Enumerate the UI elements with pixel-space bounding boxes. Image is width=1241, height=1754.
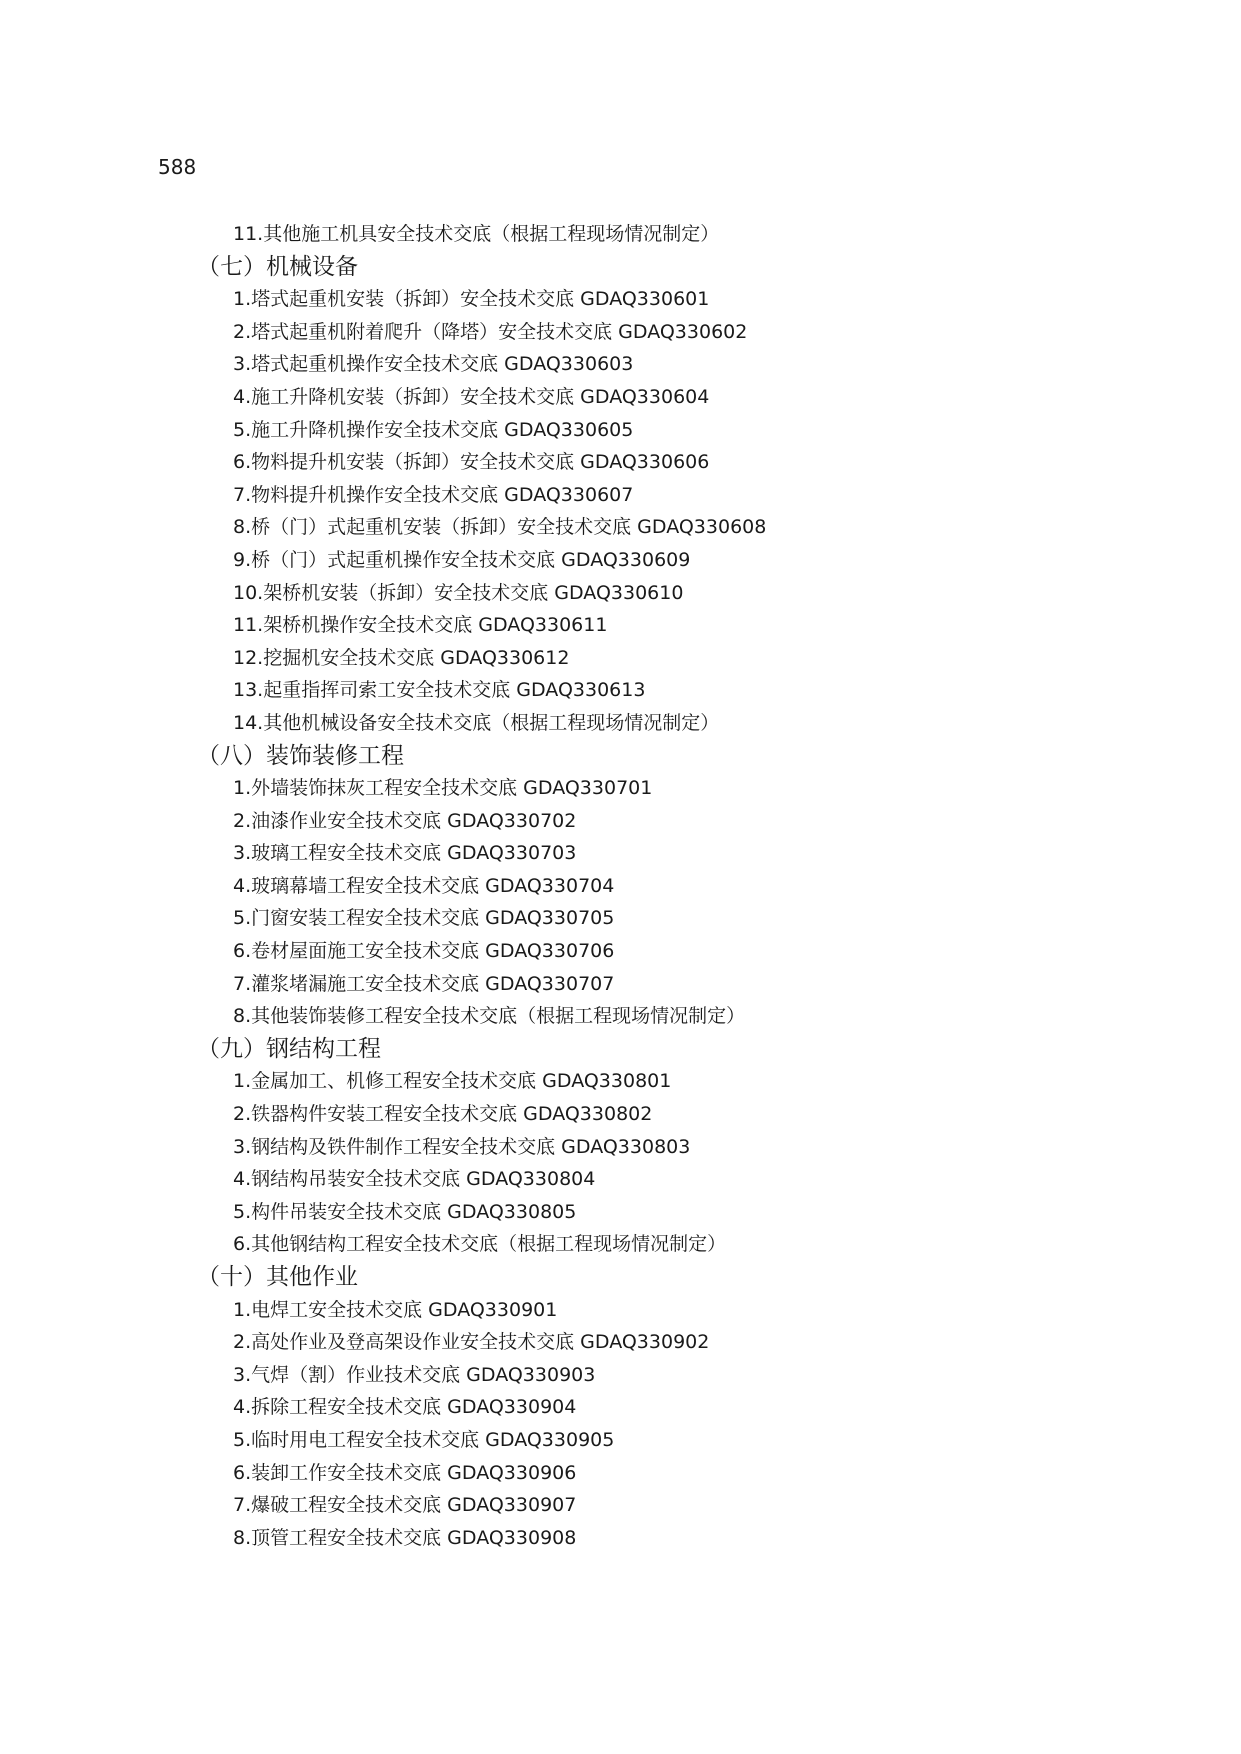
list-item: 10.架桥机安装（拆卸）安全技术交底 GDAQ330610	[233, 581, 684, 604]
list-item: 1.金属加工、机修工程安全技术交底 GDAQ330801	[233, 1070, 672, 1093]
list-item: 14.其他机械设备安全技术交底（根据工程现场情况制定）	[233, 711, 720, 734]
list-item: 5.临时用电工程安全技术交底 GDAQ330905	[233, 1428, 615, 1451]
section-heading: （八）装饰装修工程	[197, 742, 404, 769]
list-item: 6.物料提升机安装（拆卸）安全技术交底 GDAQ330606	[233, 451, 710, 474]
list-item: 3.塔式起重机操作安全技术交底 GDAQ330603	[233, 353, 634, 376]
list-item: 4.钢结构吊装安全技术交底 GDAQ330804	[233, 1168, 596, 1191]
list-item: 2.油漆作业安全技术交底 GDAQ330702	[233, 809, 577, 832]
document-body	[0, 218, 1241, 1554]
list-item: 11.架桥机操作安全技术交底 GDAQ330611	[233, 614, 608, 637]
list-item: 6.装卸工作安全技术交底 GDAQ330906	[233, 1461, 577, 1484]
list-item: 11.其他施工机具安全技术交底（根据工程现场情况制定）	[233, 223, 720, 245]
list-item: 7.灌浆堵漏施工安全技术交底 GDAQ330707	[233, 972, 615, 995]
list-item: 3.气焊（割）作业技术交底 GDAQ330903	[233, 1363, 596, 1386]
list-item: 8.顶管工程安全技术交底 GDAQ330908	[233, 1526, 577, 1549]
list-item: 8.其他装饰装修工程安全技术交底（根据工程现场情况制定）	[233, 1005, 746, 1028]
list-item: 6.卷材屋面施工安全技术交底 GDAQ330706	[233, 940, 615, 963]
list-item: 5.构件吊装安全技术交底 GDAQ330805	[233, 1200, 577, 1223]
list-item: 12.挖掘机安全技术交底 GDAQ330612	[233, 646, 570, 669]
section-heading: （七）机械设备	[197, 253, 358, 280]
list-item: 1.电焊工安全技术交底 GDAQ330901	[233, 1298, 558, 1321]
list-item: 13.起重指挥司索工安全技术交底 GDAQ330613	[233, 679, 646, 702]
section-heading: （十）其他作业	[197, 1264, 358, 1290]
list-item: 5.门窗安装工程安全技术交底 GDAQ330705	[233, 907, 615, 930]
section-list	[0, 251, 1241, 1555]
list-item: 3.钢结构及铁件制作工程安全技术交底 GDAQ330803	[233, 1135, 691, 1158]
list-item: 1.塔式起重机安装（拆卸）安全技术交底 GDAQ330601	[233, 288, 710, 311]
list-item: 2.铁器构件安装工程安全技术交底 GDAQ330802	[233, 1103, 653, 1126]
list-item: 3.玻璃工程安全技术交底 GDAQ330703	[233, 842, 577, 865]
list-item: 1.外墙装饰抹灰工程安全技术交底 GDAQ330701	[233, 777, 653, 800]
list-item: 7.爆破工程安全技术交底 GDAQ330907	[233, 1494, 577, 1517]
list-item: 5.施工升降机操作安全技术交底 GDAQ330605	[233, 418, 634, 441]
list-item: 8.桥（门）式起重机安装（拆卸）安全技术交底 GDAQ330608	[233, 516, 767, 539]
list-item: 7.物料提升机操作安全技术交底 GDAQ330607	[233, 483, 634, 506]
list-item: 9.桥（门）式起重机操作安全技术交底 GDAQ330609	[233, 548, 691, 571]
list-item: 2.塔式起重机附着爬升（降塔）安全技术交底 GDAQ330602	[233, 320, 748, 343]
list-item: 4.玻璃幕墙工程安全技术交底 GDAQ330704	[233, 874, 615, 897]
page-number: 588	[158, 155, 197, 179]
list-item: 4.拆除工程安全技术交底 GDAQ330904	[233, 1396, 577, 1419]
list-item: 2.高处作业及登高架设作业安全技术交底 GDAQ330902	[233, 1331, 710, 1354]
list-item: 6.其他钢结构工程安全技术交底（根据工程现场情况制定）	[233, 1233, 727, 1256]
section-heading: （九）钢结构工程	[197, 1035, 381, 1062]
list-item: 4.施工升降机安装（拆卸）安全技术交底 GDAQ330604	[233, 385, 710, 408]
